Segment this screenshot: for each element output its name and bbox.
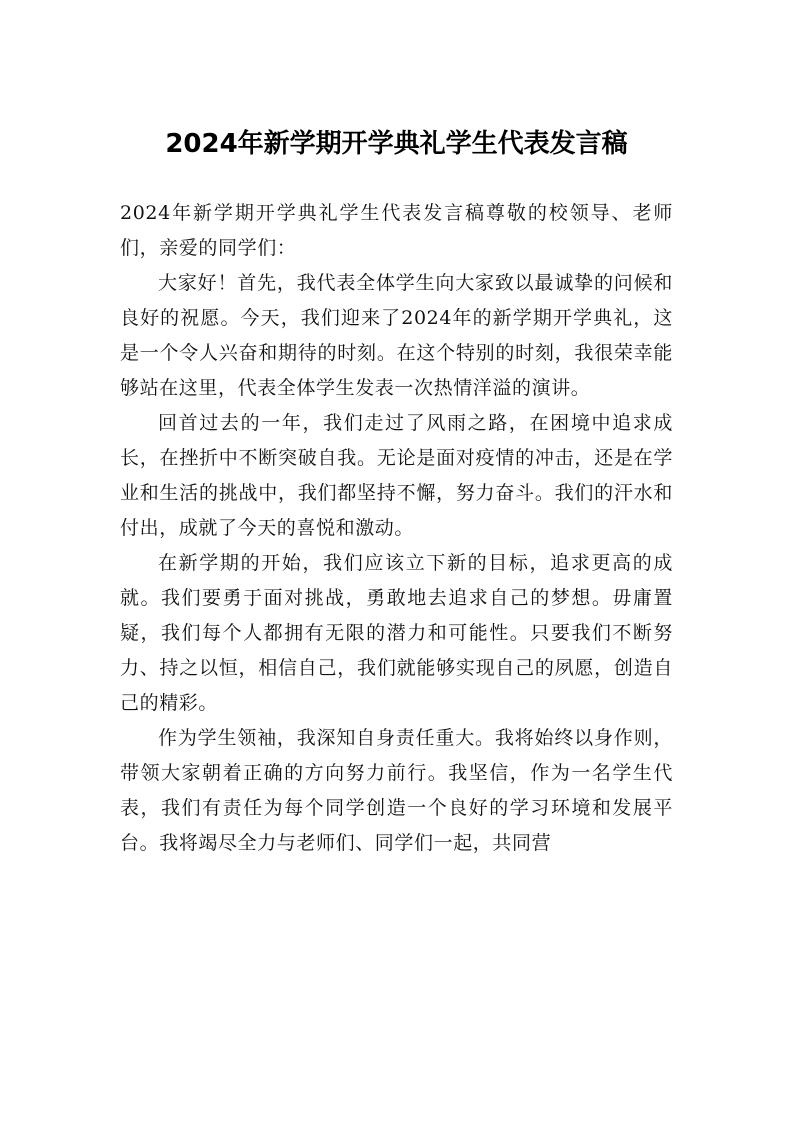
paragraph-greeting: 大家好！首先，我代表全体学生向大家致以最诚挚的问候和良好的祝愿。今天，我们迎来了2024年的新学期开学典礼，这是一个令人兴奋和期待的时刻。在这个特别的时刻，我很荣幸能够站在这里，代表全体学生发表一次热情洋溢的演讲。 (120, 272, 673, 399)
document-body (120, 196, 673, 861)
paragraph-responsibility: 作为学生领袖，我深知自身责任重大。我将始终以身作则，带领大家朝着正确的方向努力前行。我坚信，作为一名学生代表，我们有责任为每个同学创造一个良好的学习环境和发展平台。我将竭尽全力与老师们、同学们一起，共同营 (120, 727, 673, 854)
paragraph-review: 回首过去的一年，我们走过了风雨之路，在困境中追求成长，在挫折中不断突破自我。无论是面对疫情的冲击，还是在学业和生活的挑战中，我们都坚持不懈，努力奋斗。我们的汗水和付出，成就了今天的喜悦和激动。 (120, 412, 673, 539)
paragraph-goals: 在新学期的开始，我们应该立下新的目标，追求更高的成就。我们要勇于面对挑战，勇敢地去追求自己的梦想。毋庸置疑，我们每个人都拥有无限的潜力和可能性。只要我们不断努力、持之以恒，相信自己，我们就能够实现自己的夙愿，创造自己的精彩。 (120, 552, 673, 714)
opening-paragraph: 2024年新学期开学典礼学生代表发言稿尊敬的校领导、老师们，亲爱的同学们： (120, 202, 673, 259)
document-title: 2024年新学期开学典礼学生代表发言稿 (165, 129, 628, 159)
